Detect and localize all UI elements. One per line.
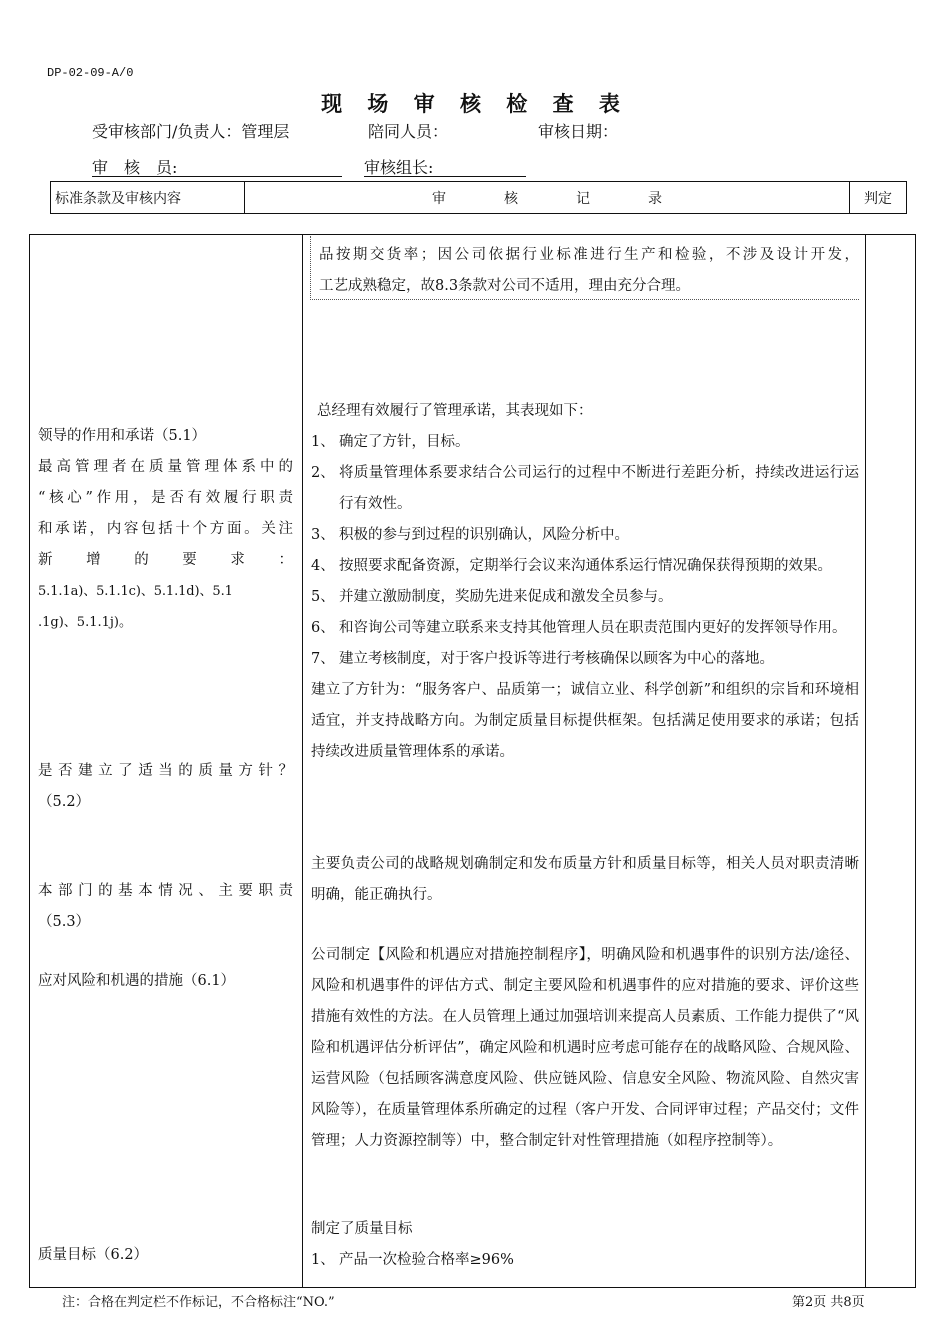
record-objectives xyxy=(311,1214,859,1276)
record-line: 工艺成熟稳定，故8.3条款对公司不适用，理由充分合理。 xyxy=(319,278,691,294)
list-item xyxy=(311,644,859,675)
record-risk: 公司制定【风险和机遇应对措施控制程序】，明确风险和机遇事件的识别方法/途径、风险和机遇事件的评估方式、制定主要风险和机遇事件的应对措施的要求、评价这些措施有效性的方法。在人员管理上通过加强培训来提高人员素质、工作能力提供了“风险和机遇评估分析评估”，确定风险和机遇时应考虑可能存在的战略风险、合规风险、运营风险（包括顾客满意度风险、供应链风险、信息安全风险、物流风险、自然灾害风险等），在质量管理体系所确定的过程（客户开发、合同评审过程；产品交付；文件管理；人力资源控制等）中，整合制定针对性管理措施（如程序控制等）。 xyxy=(311,947,859,1149)
table-header xyxy=(50,181,907,214)
record-leadership-intro: 总经理有效履行了管理承诺，其表现如下： xyxy=(317,403,593,419)
list-item xyxy=(311,551,859,582)
document-code: DP-02-09-A/0 xyxy=(47,66,134,80)
record-department: 主要负责公司的战略规划确制定和发布质量方针和质量目标等，相关人员对职责清晰明确，能正确执行。 xyxy=(311,856,859,903)
record-policy-text: 建立了方针为：“服务客户、品质第一；诚信立业、科学创新”和组织的宗旨和环境相适宜，并支持战略方向。为制定质量目标提供框架。包括满足使用要求的承诺；包括持续改进质量管理体系的承诺。 xyxy=(311,682,859,760)
record-leadership xyxy=(311,396,859,768)
list-item-text: 产品一次检验合格率≥96% xyxy=(339,1252,514,1268)
list-item-number: 6、 xyxy=(311,620,335,636)
column-divider-1 xyxy=(302,234,303,1287)
clause-leadership-line: 5.1.1a)、5.1.1c)、5.1.1d)、5.1 xyxy=(38,584,233,599)
record-objectives-intro: 制定了质量目标 xyxy=(311,1221,413,1237)
clause-leadership-line: “核心”作用，是否有效履行职责 xyxy=(38,490,293,506)
clause-leadership-line: 和承诺，内容包括十个方面。关注 xyxy=(38,521,293,537)
table-bottom-border xyxy=(29,1287,916,1288)
list-item xyxy=(311,427,859,458)
page-number: 第2页 共8页 xyxy=(792,1295,865,1310)
record-leadership-list xyxy=(311,427,859,675)
list-item-number: 1、 xyxy=(311,1252,335,1268)
column-divider-2 xyxy=(865,234,866,1287)
list-item-number: 3、 xyxy=(311,527,335,543)
clause-quality-policy xyxy=(38,756,293,818)
auditor-underline xyxy=(92,176,342,177)
companion-field: 陪同人员： xyxy=(368,122,449,141)
record-line: 品按期交货率；因公司依据行业标准进行生产和检验，不涉及设计开发， xyxy=(319,247,859,263)
clause-dept-line: 本部门的基本情况、主要职责 xyxy=(38,883,293,899)
list-item-text: 积极的参与到过程的识别确认，风险分析中。 xyxy=(339,527,629,543)
list-item xyxy=(311,613,859,644)
list-item xyxy=(311,458,859,520)
team-leader-field: 审核组长: xyxy=(364,158,434,177)
clause-dept-line: （5.3） xyxy=(38,914,91,930)
header-clause: 标准条款及审核内容 xyxy=(51,182,245,213)
clause-department-duties xyxy=(38,876,293,938)
list-item-text: 建立考核制度，对于客户投诉等进行考核确保以顾客为中心的落地。 xyxy=(339,651,774,667)
clause-leadership-line: 新 增 的 要 求 ： xyxy=(38,552,293,568)
list-item-text: 并建立激励制度，奖励先进来促成和激发全员参与。 xyxy=(339,589,673,605)
clause-policy-line: 是否建立了适当的质量方针？ xyxy=(38,763,293,779)
list-item-number: 1、 xyxy=(311,434,335,450)
header-judgement: 判定 xyxy=(864,190,892,207)
footer-note: 注：合格在判定栏不作标记，不合格标注“NO.” xyxy=(62,1295,335,1310)
clause-policy-line: （5.2） xyxy=(38,794,91,810)
list-item xyxy=(311,520,859,551)
list-item-text: 按照要求配备资源，定期举行会议来沟通体系运行情况确保获得预期的效果。 xyxy=(339,558,832,574)
clause-leadership-line: 最高管理者在质量管理体系中的 xyxy=(38,459,293,475)
audit-date-field: 审核日期： xyxy=(538,122,619,141)
clause-leadership-line: .1g)、5.1.1j)。 xyxy=(38,615,132,630)
clause-risk: 应对风险和机遇的措施（6.1） xyxy=(38,973,236,989)
auditor-field: 审 核 员: xyxy=(92,158,178,177)
team-leader-underline xyxy=(364,176,526,177)
list-item-text: 确定了方针，目标。 xyxy=(339,434,470,450)
list-item-number: 4、 xyxy=(311,558,335,574)
clause-leadership xyxy=(38,421,293,638)
page-title: 现 场 审 核 检 查 表 xyxy=(321,91,629,116)
header-record: 审 核 记 录 xyxy=(245,182,850,213)
list-item xyxy=(311,1245,859,1276)
clause-objectives: 质量目标（6.2） xyxy=(38,1247,149,1263)
list-item-number: 5、 xyxy=(311,589,335,605)
list-item-text: 将质量管理体系要求结合公司运行的过程中不断进行差距分析，持续改进运行运行有效性。 xyxy=(339,465,859,512)
list-item-number: 7、 xyxy=(311,651,335,667)
clause-leadership-title: 领导的作用和承诺（5.1） xyxy=(38,428,207,444)
audited-department-field: 受审核部门/负责人：管理层 xyxy=(92,122,290,141)
list-item-number: 2、 xyxy=(311,465,335,481)
list-item-text: 和咨询公司等建立联系来支持其他管理人员在职责范围内更好的发挥领导作用。 xyxy=(339,620,847,636)
list-item xyxy=(311,582,859,613)
record-continued xyxy=(319,240,859,302)
